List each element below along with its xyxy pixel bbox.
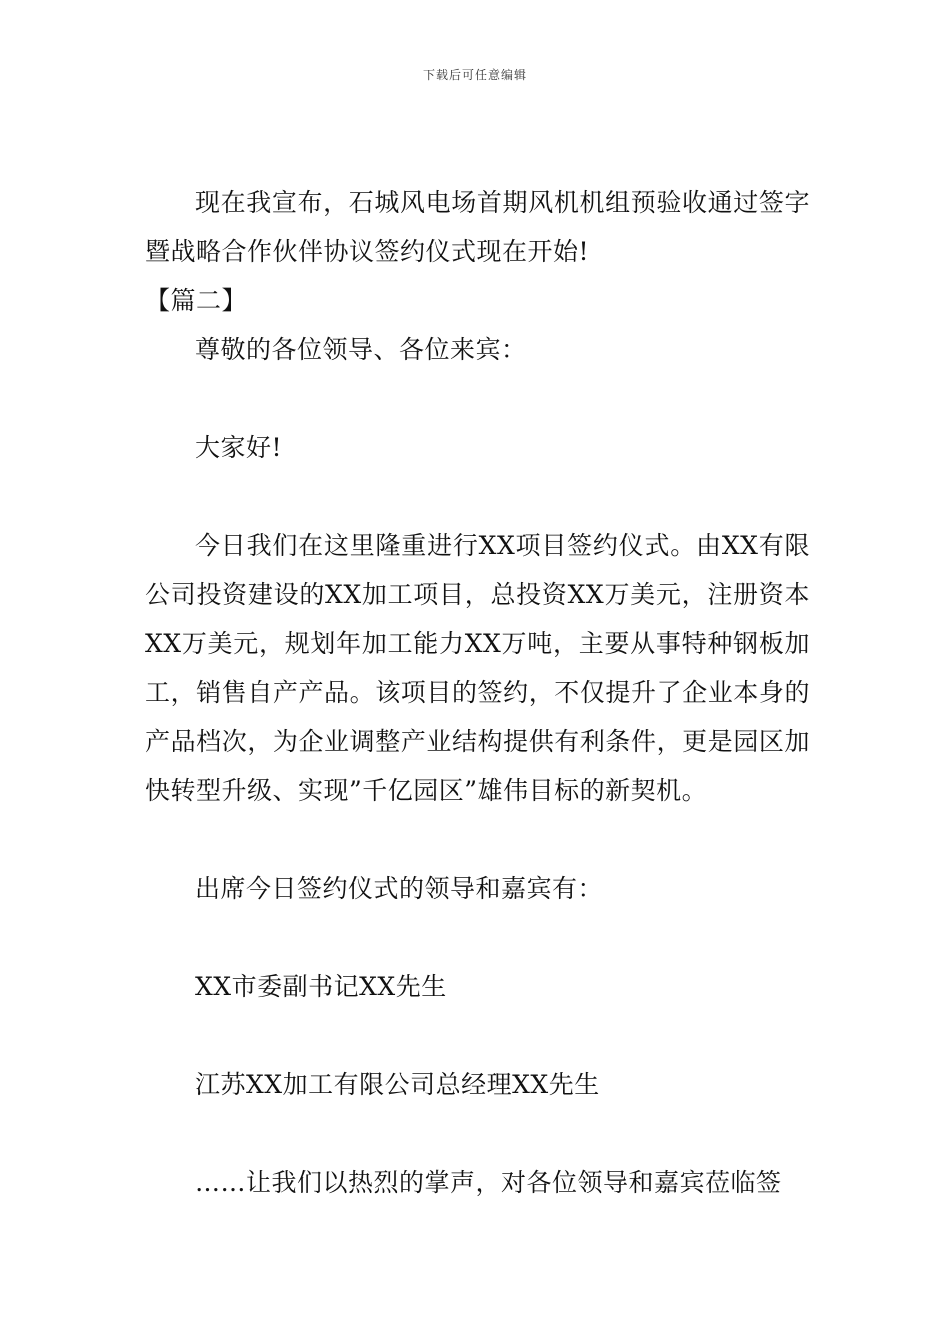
paragraph-attendee-1: XX市委副书记XX先生 (195, 972, 447, 1001)
document-body (145, 178, 810, 1207)
paragraph-gap (145, 1109, 810, 1158)
paragraph-announcement: 现在我宣布，石城风电场首期风机机组预验收通过签字暨战略合作伙伴协议签约仪式现在开始! (145, 188, 810, 266)
paragraph-greeting: 大家好! (195, 433, 283, 462)
paragraph-attendees-intro: 出席今日签约仪式的领导和嘉宾有： (195, 874, 604, 903)
paragraph-project-intro: 今日我们在这里隆重进行XX项目签约仪式。由XX有限公司投资建设的XX加工项目，总投资XX万美元，注册资本XX万美元，规划年加工能力XX万吨，主要从事特种钢板加工，销售自产产品。该项目的签约，不仅提升了企业本身的产品档次，为企业调整产业结构提供有利条件，更是园区加快转型升级、实现”千亿园区”雄伟目标的新契机。 (145, 531, 810, 805)
paragraph-gap (145, 1011, 810, 1060)
paragraph-gap (145, 374, 810, 423)
paragraph-gap (145, 472, 810, 521)
paragraph-attendee-2: 江苏XX加工有限公司总经理XX先生 (195, 1070, 600, 1099)
section-heading: 【篇二】 (145, 286, 248, 315)
paragraph-applause: ……让我们以热烈的掌声，对各位领导和嘉宾莅临签 (195, 1168, 782, 1197)
paragraph-gap (145, 913, 810, 962)
page-header-note: 下载后可任意编辑 (422, 68, 527, 82)
paragraph-gap (145, 815, 810, 864)
paragraph-salutation: 尊敬的各位领导、各位来宾： (195, 335, 527, 364)
